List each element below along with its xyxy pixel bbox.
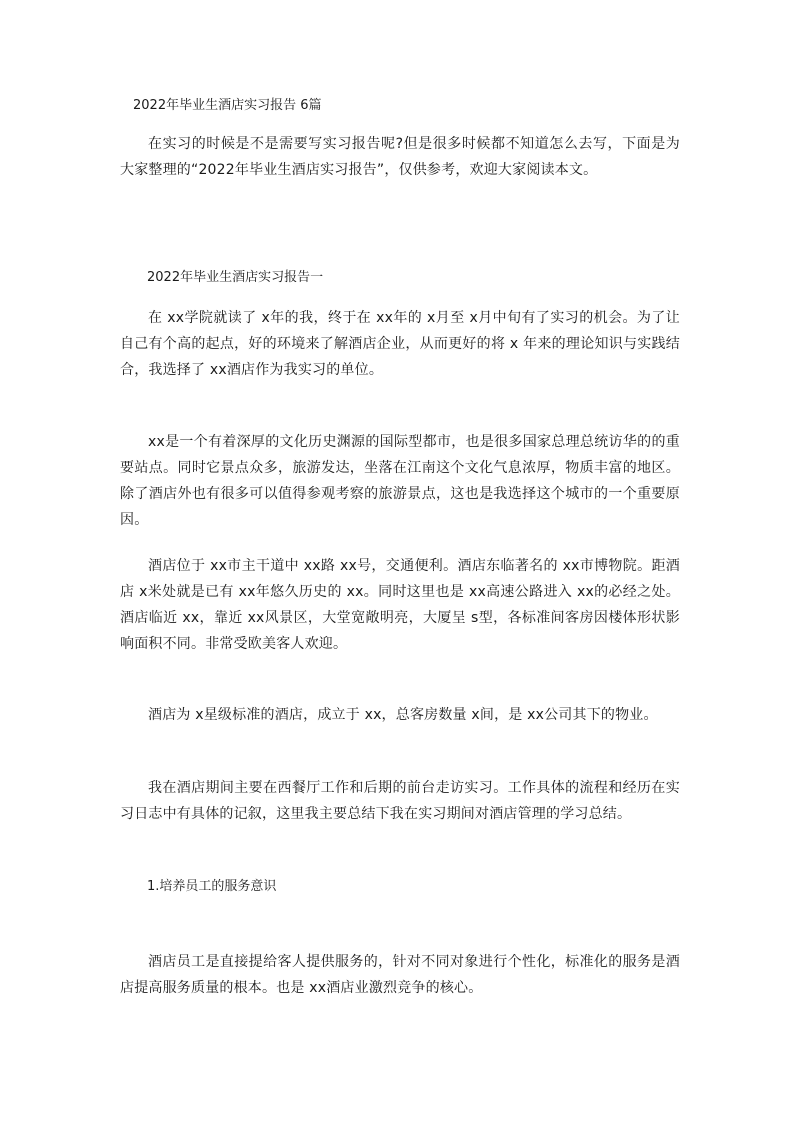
section-heading-1: 2022年毕业生酒店实习报告一	[147, 270, 324, 285]
body-paragraph-2: xx是一个有着深厚的文化历史渊源的国际型都市，也是很多国家总理总统访华的的重要站点。同时它景点众多，旅游发达，坐落在江南这个文化气息浓厚，物质丰富的地区。除了酒店外也有很多可以值得参观考察的旅游景点，这也是我选择这个城市的一个重要原因。	[120, 434, 680, 528]
body-paragraph-1: 在 xx学院就读了 x年的我，终于在 xx年的 x月至 x月中旬有了实习的机会。为了让自己有个高的起点，好的环境来了解酒店企业，从而更好的将 x 年来的理论知识与实践结合，我选择了 xx酒店作为我实习的单位。	[120, 310, 680, 378]
body-paragraph-4: 酒店为 x星级标准的酒店，成立于 xx，总客房数量 x间，是 xx公司其下的物业。	[148, 707, 658, 723]
document-title: 2022年毕业生酒店实习报告 6篇	[133, 98, 322, 113]
body-paragraph-6: 酒店员工是直接提给客人提供服务的，针对不同对象进行个性化，标准化的服务是酒店提高服务质量的根本。也是 xx酒店业激烈竞争的核心。	[120, 954, 680, 996]
subheading-1: 1.培养员工的服务意识	[147, 879, 277, 894]
body-paragraph-3: 酒店位于 xx市主干道中 xx路 xx号，交通便利。酒店东临著名的 xx市博物院。距酒店 x米处就是已有 xx年悠久历史的 xx。同时这里也是 xx高速公路进入 xx的必经之处。酒店临近 xx，靠近 xx风景区，大堂宽敞明亮，大厦呈 s型，各标准间客房因楼体形状影响面积不同。非常受欧美客人欢迎。	[120, 558, 680, 652]
body-paragraph-5: 我在酒店期间主要在西餐厅工作和后期的前台走访实习。工作具体的流程和经历在实习日志中有具体的记叙，这里我主要总结下我在实习期间对酒店管理的学习总结。	[120, 780, 680, 822]
intro-paragraph: 在实习的时候是不是需要写实习报告呢?但是很多时候都不知道怎么去写，下面是为大家整理的“2022年毕业生酒店实习报告”，仅供参考，欢迎大家阅读本文。	[120, 136, 680, 178]
